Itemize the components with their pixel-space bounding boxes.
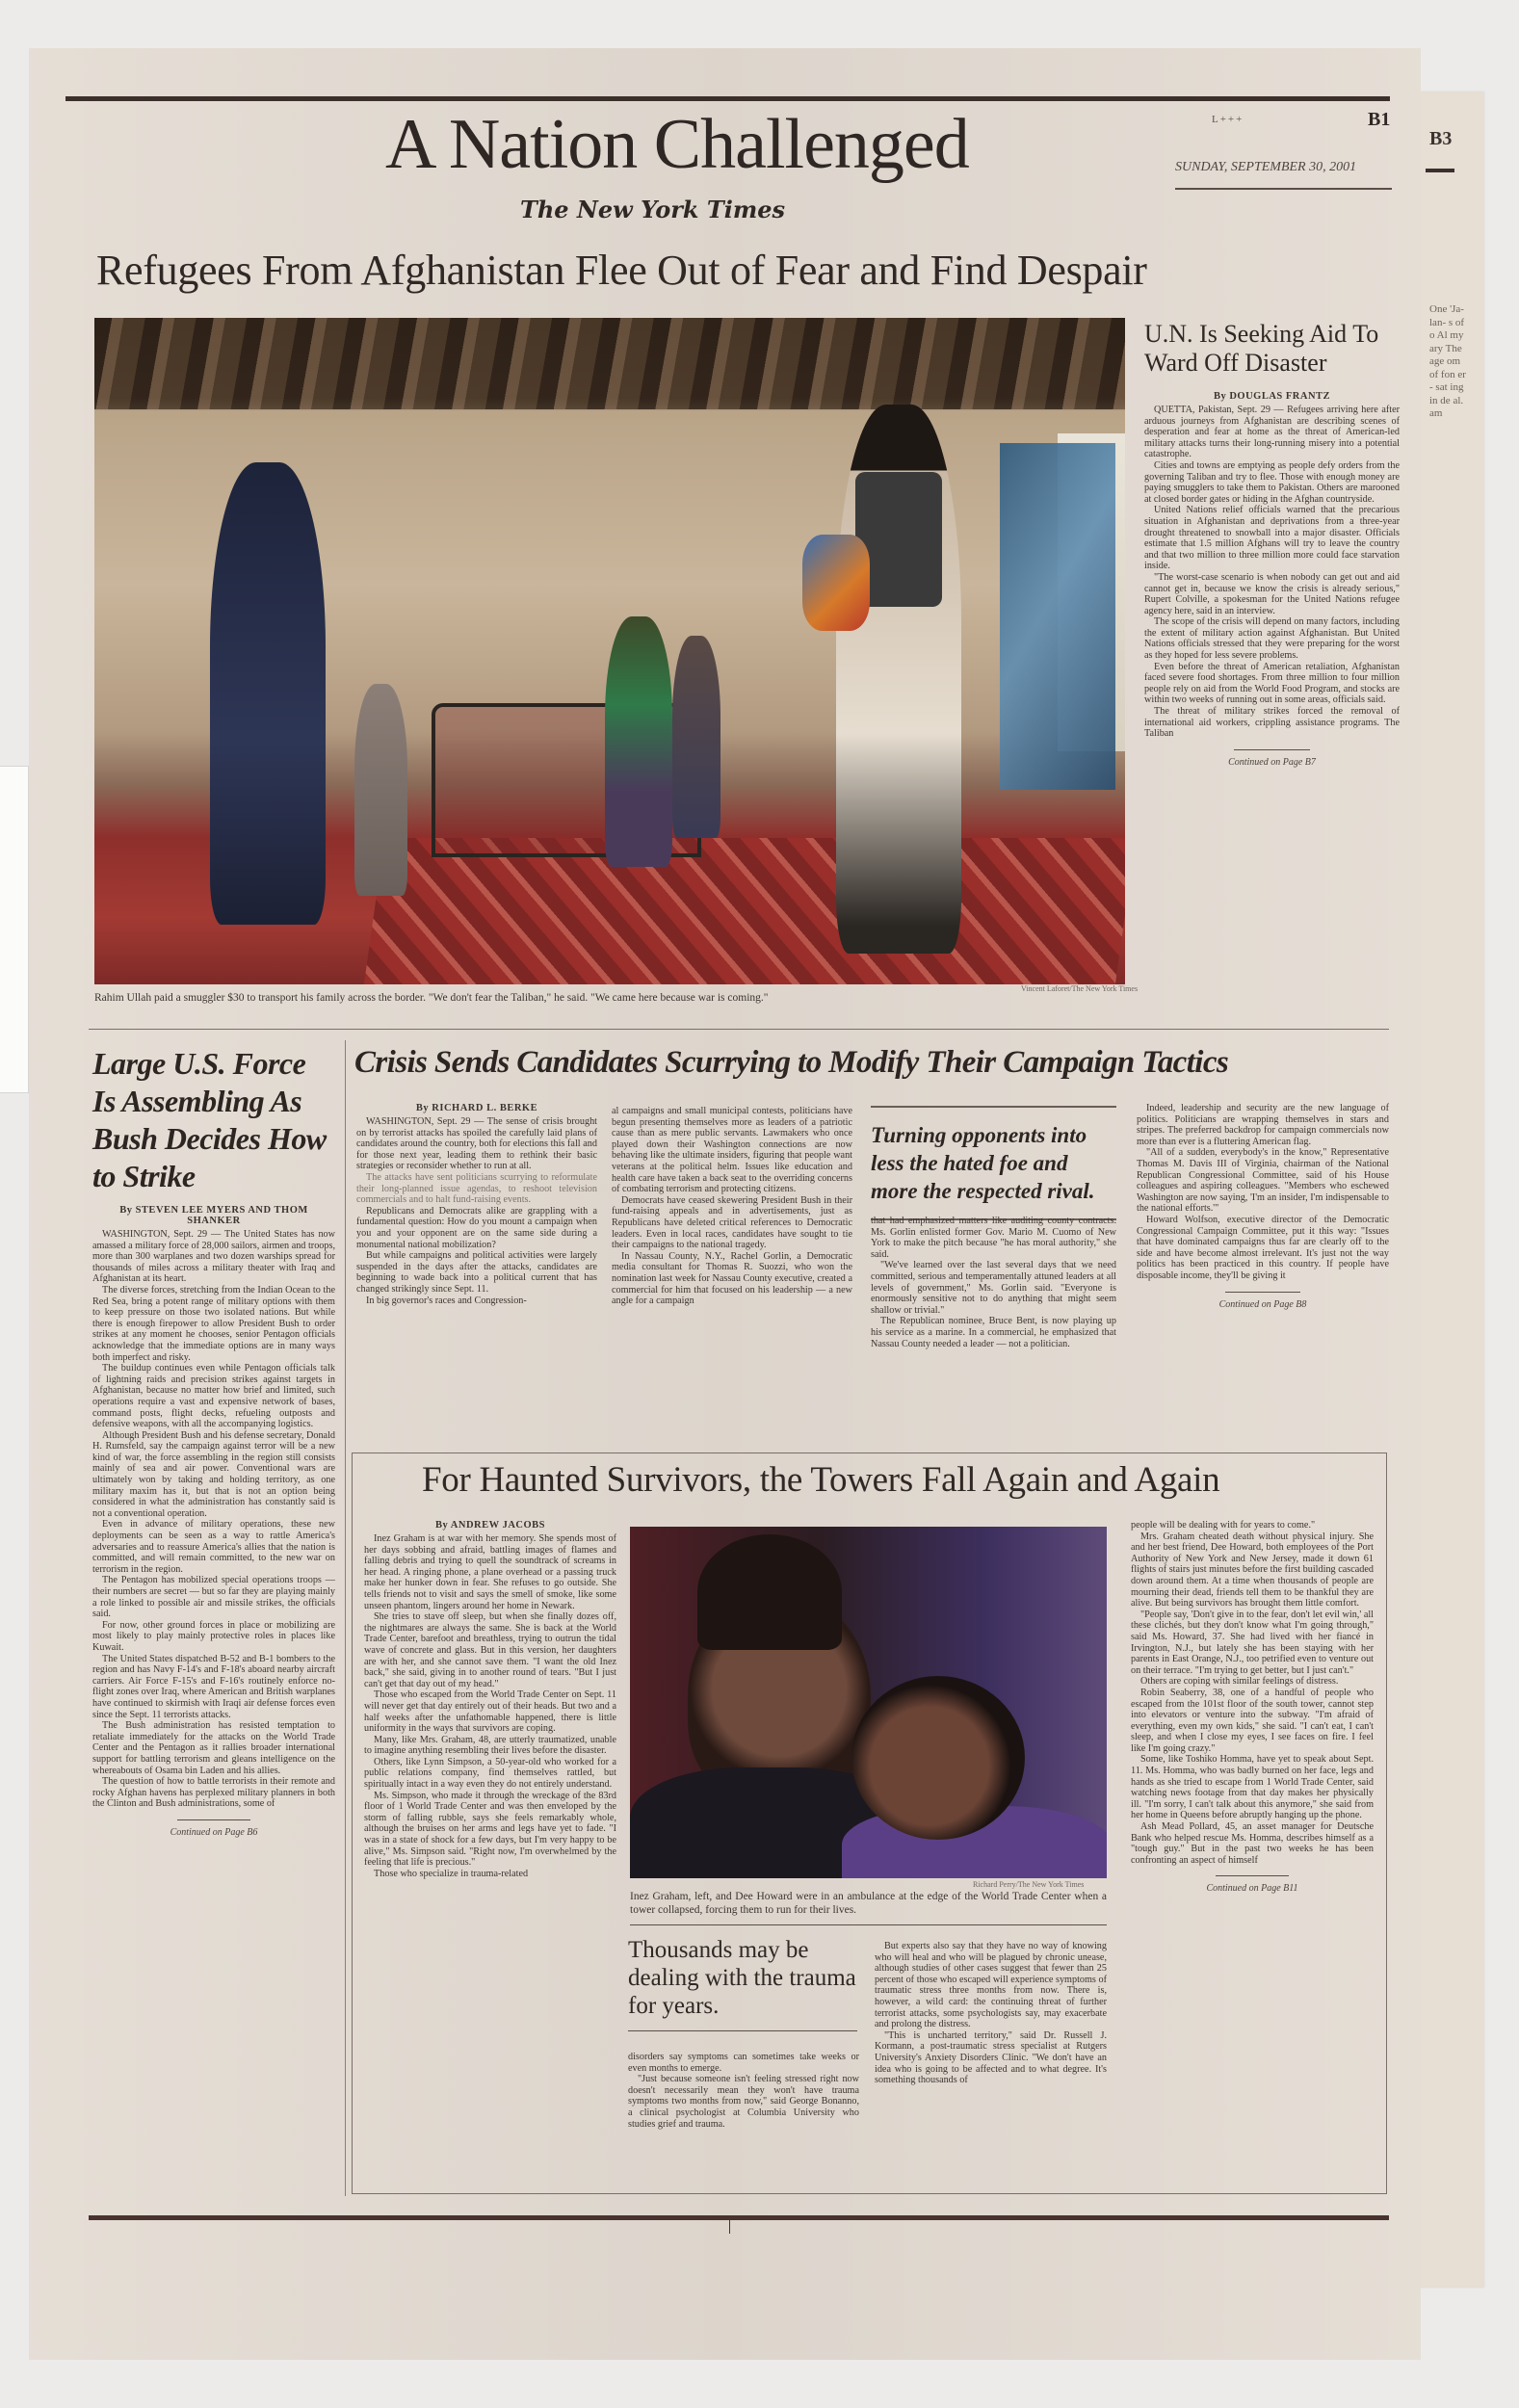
paragraph: Ash Mead Pollard, 45, an asset manager for Deutsche Bank who helped rescue Ms. Homma, describes himself as a "tough guy." But in the past two weeks he has been confronting an aspect of himself xyxy=(1131,1821,1374,1866)
paragraph: United Nations relief officials warned that the precarious situation in Afghanistan and deprivations from a three-year drought threatened to snowball into a major disaster. Officials estimate that 1.5 million Afghans will try to leave the country and that two million to three million more could face starvation inside. xyxy=(1144,505,1400,572)
paragraph: Mrs. Graham cheated death without physical injury. She and her best friend, Dee Howard, both employees of the Port Authority of New York and New Jersey, made it down 61 flights of stairs just minutes before the first building cascaded down around them. At a time when thousands of people are mourning their dead, friends tell them to be thankful they are alive. But being survivors has brought them little comfort. xyxy=(1131,1531,1374,1610)
paragraph: She tries to stave off sleep, but when she finally dozes off, the nightmares are always the same. She is back at the World Trade Center, barefoot and breathless, trying to outrun the tidal wave of concrete and glass. But in this version, her daughters are with her, and she cannot save them. "I want the old Inez back," she said, giving in to another round of tears. "But I just can't get that day out of my head." xyxy=(364,1611,616,1689)
paragraph: Ms. Simpson, who made it through the wreckage of the 83rd floor of 1 World Trade Center and was then enveloped by the storm of falling rubble, says she feels remarkably whole, although the bruises on her arms and legs have yet to fade. "I was in a state of shock for a few days, but I'm very happy to be alive," Ms. Simpson said. "Right now, I'm overwhelmed by the feeling that life is precious." xyxy=(364,1790,616,1869)
lead-photo-credit: Vincent Laforet/The New York Times xyxy=(1021,984,1139,993)
us-force-body xyxy=(92,1229,335,1810)
survivors-photo-caption: Inez Graham, left, and Dee Howard were in an ambulance at the edge of the World Trade Center when a tower collapsed, forcing them to run for their lives. xyxy=(630,1891,1107,1916)
haunted-pull-quote: Thousands may be dealing with the trauma for years. xyxy=(628,1937,856,2019)
paragraph: "We've learned over the last several days that we need committed, serious and temperamentally attuned leaders at all levels of government," Ms. Gorlin said. "Everyone is enormously sensitive not to do anything that might seem shallow or trivial." xyxy=(871,1260,1116,1316)
pull-quote-rule xyxy=(628,2030,857,2031)
crisis-column-4 xyxy=(1137,1103,1389,1310)
top-rule xyxy=(65,96,1390,101)
paragraph: "This is uncharted territory," said Dr. Russell J. Kormann, a post-traumatic stress specialist at Rutgers University's Anxiety Disorders Clinic. "We don't have an idea who is going to be affected and to what degree. It's something thousands of xyxy=(875,2029,1107,2086)
crisis-body-3 xyxy=(871,1216,1116,1349)
back-page-text-fragment: One 'Ja- lan- s of o Al my ary The age om of fon er- sat ing in de al. am xyxy=(1429,303,1466,419)
us-force-byline: By STEVEN LEE MYERS AND THOM SHANKER xyxy=(119,1205,308,1226)
crisis-body-4 xyxy=(1137,1103,1389,1282)
un-aid-byline: By DOUGLAS FRANTZ xyxy=(1213,391,1331,402)
figure-child-right xyxy=(672,636,720,838)
haunted-body-3 xyxy=(875,1941,1107,2086)
lead-headline: Refugees From Afghanistan Flee Out of Fear and Find Despair xyxy=(96,247,1147,294)
roof-beams xyxy=(94,318,1125,409)
paragraph: "Just because someone isn't feeling stressed right now doesn't necessarily mean they won't have trauma symptoms two months from now," said George Bonanno, a clinical psychologist at Columbia University who studies grief and trauma. xyxy=(628,2074,859,2130)
refugee-family-photo xyxy=(94,318,1125,984)
paragraph: QUETTA, Pakistan, Sept. 29 — Refugees arriving here after arduous journeys from Afghanistan are describing scenes of desperation and fear at home as the threat of American-led military attacks turns their long-running misery into a potential catastrophe. xyxy=(1144,405,1400,460)
caption-rule xyxy=(630,1924,1107,1925)
underlying-page xyxy=(1416,92,1483,2288)
paragraph: But while campaigns and political activities were largely suspended in the days after the attacks, candidates are beginning to wade back into a political current that has changed strikingly since Sept. 11. xyxy=(356,1250,597,1295)
haunted-headline: For Haunted Survivors, the Towers Fall Again and Again xyxy=(422,1460,1220,1500)
survivors-photo-credit: Richard Perry/The New York Times xyxy=(973,1880,1085,1889)
section-divider xyxy=(89,1029,1389,1030)
paragraph: But experts also say that they have no way of knowing who will heal and who will be plagued by chronic unease, although studies of other cases suggest that fewer than 25 percent of those who escaped will experience symptoms of traumatic stress three months from now. There is, however, a wild card: the continuing threat of further terrorist attacks, some psychologists say, may exacerbate and prolong the distress. xyxy=(875,1941,1107,2030)
crisis-byline: By RICHARD L. BERKE xyxy=(415,1103,538,1113)
paragraph: The threat of military strikes forced the removal of international aid workers, crippling assistance programs. The Taliban xyxy=(1144,706,1400,740)
paragraph: The scope of the crisis will depend on many factors, including the extent of military action against Afghanistan. But United Nations officials stressed that they were preparing for the worst as they hoped for less severe problems. xyxy=(1144,616,1400,662)
bottom-rule xyxy=(89,2215,1389,2220)
paper-nameplate: The New York Times xyxy=(520,196,785,223)
crisis-column-2 xyxy=(612,1106,852,1307)
paragraph: that had emphasized matters like auditing county contracts. Ms. Gorlin enlisted former Gov. Mario M. Cuomo of New York to make the pitch because "he has moral authority," she said. xyxy=(871,1216,1116,1260)
paragraph: Inez Graham is at war with her memory. She spends most of her days sobbing and afraid, battling images of flames and falling debris and trying to quell the soundtrack of screams in her head. A ringing phone, a plane overhead or a passing truck make her hunker down in fear. She refuses to go outside. She tells friends not to visit and says the smell of smoke, like some unseen phantom, lingers around her home in Newark. xyxy=(364,1533,616,1611)
haunted-column-1 xyxy=(364,1520,616,1879)
survivors-photo xyxy=(630,1527,1107,1878)
haunted-byline: By ANDREW JACOBS xyxy=(434,1520,545,1531)
crisis-column-1 xyxy=(356,1103,597,1306)
us-force-jump-line[interactable]: Continued on Page B6 xyxy=(92,1819,335,1838)
paragraph: Many, like Mrs. Graham, 48, are utterly traumatized, unable to imagine anything resembling their lives before the disaster. xyxy=(364,1734,616,1757)
paragraph: people will be dealing with for years to come." xyxy=(1131,1520,1316,1531)
paragraph: "All of a sudden, everybody's in the know," Representative Thomas M. Davis III of Virginia, chairman of the National Republican Congressional Committee, said of his House colleagues and aspiring colleagues. "Members who eschewed Washington are now saying, 'I'm an insider, I'm indispensable to the national efforts.'" xyxy=(1137,1147,1389,1215)
paragraph: Others are coping with similar feelings of distress. xyxy=(1140,1676,1339,1688)
paragraph: Although President Bush and his defense secretary, Donald H. Rumsfeld, say the campaign against terror will be a new kind of war, the force assembling in the region still consists mainly of sea and air power. Conventional wars are ultimately won by taking and holding territory, as one military maxim has it, but that is not an option being considered in what the administration has constantly said is not a conventional operation. xyxy=(92,1429,335,1519)
paragraph: In Nassau County, N.Y., Rachel Gorlin, a Democratic media consultant for Thomas R. Suozzi, who won the nomination last week for Nassau County executive, created a commercial for him that focused on his leadership — a new angle for a campaign xyxy=(612,1250,852,1307)
hair xyxy=(697,1534,842,1650)
paragraph: Indeed, leadership and security are the new language of politics. Politicians are wrapping themselves in stars and stripes. The preferred backdrop for campaign commercials now more than ever is a fluttering American flag. xyxy=(1137,1103,1389,1147)
un-aid-body xyxy=(1144,405,1400,740)
haunted-column-4 xyxy=(1131,1520,1374,1894)
figure-burqa xyxy=(210,462,326,925)
blue-curtain xyxy=(1000,443,1115,790)
figure-child-left xyxy=(354,684,407,896)
crisis-body-1 xyxy=(356,1116,597,1306)
paragraph: "People say, 'Don't give in to the fear, don't let evil win,' all these clichés, but they don't know what I'm going through," said Ms. Howard, 37. She had lived with her fiancé in Irvington, N.J., but lately she has been staying with her parents in East Orange, N.J., too petrified even to venture out on their terrace. "I'm trying to get better, but I just can't." xyxy=(1131,1609,1374,1676)
haunted-body-2 xyxy=(628,2052,859,2130)
haunted-body-1 xyxy=(364,1533,616,1879)
us-force-headline: Large U.S. Force Is Assembling As Bush Decides How to Strike xyxy=(92,1046,327,1193)
paragraph: Robin Seaberry, 38, one of a handful of people who escaped from the 101st floor of the south tower, cannot step into elevators or venture into the subway. "I'm afraid of everything, even my own kids," she said. "I can't eat, I can't sleep, and when I close my eyes, I see faces on fire. I feel like I'm going crazy." xyxy=(1131,1687,1374,1754)
paragraph: Cities and towns are emptying as people defy orders from the governing Taliban and try to flee. Those with enough money are paying smugglers to take them to Pakistan. Others are marooned at closed border gates or hiding in the Afghan countryside. xyxy=(1144,459,1400,505)
red-rug xyxy=(363,838,1125,984)
back-page-rule xyxy=(1426,169,1454,172)
adjacent-paper-scrap xyxy=(0,766,29,1093)
un-aid-headline: U.N. Is Seeking Aid To Ward Off Disaster xyxy=(1144,320,1379,377)
paragraph: Even in advance of military operations, these new deployments can be seen as a way to rattle America's adversaries and to reassure America's allies that the nation is committed, and will remain committed, to the new war on terrorism in the region. xyxy=(92,1519,335,1575)
haunted-body-4 xyxy=(1131,1520,1374,1866)
page-number: B1 xyxy=(1368,109,1391,130)
haunted-jump-line[interactable]: Continued on Page B11 xyxy=(1131,1875,1374,1894)
figure-girl xyxy=(605,616,672,867)
paragraph: The Republican nominee, Bruce Bent, is now playing up his service as a marine. In a commercial, he emphasized that Nassau County needed a leader — not a politician. xyxy=(871,1316,1116,1349)
un-aid-jump-line[interactable]: Continued on Page B7 xyxy=(1144,749,1400,768)
pull-quote-text: Turning opponents into less the hated foe and more the respected rival. xyxy=(871,1123,1095,1203)
crisis-body-2 xyxy=(612,1106,852,1307)
paragraph: al campaigns and small municipal contests, politicians have begun presenting themselves more as leaders of a patriotic cause than as mere public servants. Lawmakers who once played down their Washington connections are now behaving like the ultimate insiders, figuring that people want veterans at the political helm. Issues like education and health care have taken a back seat to the overriding concerns of combating terrorism and protecting citizens. xyxy=(612,1106,852,1195)
paragraph: The question of how to battle terrorists in their remote and rocky Afghan havens has perplexed military planners in both the Clinton and Bush administrations, some of xyxy=(92,1776,335,1810)
figure-baby xyxy=(802,535,870,631)
paragraph: Democrats have ceased skewering President Bush in their fund-raising appeals and in advertisements, just as Republicans have deleted critical references to Democratic leaders. Even in local races, candidates have sought to tie their campaigns to the national tragedy. xyxy=(612,1194,852,1251)
paragraph: Republicans and Democrats alike are grappling with a fundamental question: How do you mount a campaign when you and your opponent are on the same side during a monumental national mobilization? xyxy=(356,1205,597,1250)
paragraph: disorders say symptoms can sometimes take weeks or even months to emerge. xyxy=(628,2052,859,2074)
back-page-number: B3 xyxy=(1429,128,1453,149)
paragraph: The Pentagon has mobilized special operations troops — their numbers are secret — but so far they are playing mainly a role linked to possible air and missile strikes, the officials said. xyxy=(92,1575,335,1620)
crisis-pull-quote xyxy=(871,1106,1116,1220)
us-force-story xyxy=(92,1045,335,1838)
crisis-jump-line[interactable]: Continued on Page B8 xyxy=(1137,1292,1389,1310)
paragraph: In big governor's races and Congression- xyxy=(366,1295,527,1306)
crisis-column-3 xyxy=(871,1216,1116,1349)
edition-mark: L+++ xyxy=(1212,114,1244,125)
paragraph: WASHINGTON, Sept. 29 — The sense of crisis brought on by terrorist attacks has spoiled the carefully laid plans of candidates around the country, both for elections this fall and for those next year, leading them to rethink their basic strategies or reconsider whether to run at all. xyxy=(356,1116,597,1172)
paragraph: For now, other ground forces in place or mobilizing are most likely to play mainly protective roles in places like Kuwait. xyxy=(92,1619,335,1653)
section-title: A Nation Challenged xyxy=(385,105,969,184)
un-aid-story xyxy=(1144,320,1400,768)
paragraph: The attacks have sent politicians scurrying to reformulate their long-planned issue agendas, to reshoot television commercials and to halt fund-raising events. xyxy=(356,1171,597,1206)
paragraph: Howard Wolfson, executive director of the Democratic Congressional Campaign Committee, put it this way: "Issues that have dominated campaigns thus far are clearly off to the side and have become almost irrelevant. It's just not the way politics has been practiced in this country. If people have disposable income, they'll be giving it xyxy=(1137,1214,1389,1281)
fold-mark xyxy=(729,2220,730,2234)
paragraph: "The worst-case scenario is when nobody can get out and aid cannot get in, because we know the crisis is already serious," Rupert Colville, a spokesman for the United Nations refugee agency here, said in an interview. xyxy=(1144,571,1400,616)
date-rule xyxy=(1175,188,1392,190)
paragraph: The Bush administration has resisted temptation to retaliate immediately for the attacks on the World Trade Center and the Pentagon as it rallies broader international support for battling terrorism and gleans intelligence on the whereabouts of Osama bin Laden and his allies. xyxy=(92,1720,335,1776)
paragraph: Those who specialize in trauma-related xyxy=(374,1868,529,1879)
paragraph: The diverse forces, stretching from the Indian Ocean to the Red Sea, bring a potent range of military options with them to keep pressure on those two isolated nations. But while there is enough firepower to allow President Bush to order strikes at any moment he chooses, senior Pentagon officials acknowledge that the immediate options are in many ways both imperfect and risky. xyxy=(92,1284,335,1363)
paragraph: The United States dispatched B-52 and B-1 bombers to the region and has Navy F-14's and F-18's aboard nearby aircraft carriers. Air Force F-15's and F-16's routinely enforce no-flight zones over Iraq, where American and British warplanes have continued to skirmish with Iraqi air defense forces even since the Sept. 11 terrorists attacks. xyxy=(92,1653,335,1720)
paragraph: Some, like Toshiko Homma, have yet to speak about Sept. 11. Ms. Homma, who was badly burned on her face, legs and hands as she tried to escape from 1 World Trade Center, said watching news footage from that day makes her physically ill. "I'm sorry, I can't talk about this anymore," she said from her home in Queens before abruptly hanging up the phone. xyxy=(1131,1754,1374,1821)
haunted-column-3 xyxy=(875,1941,1107,2086)
paragraph: WASHINGTON, Sept. 29 — The United States has now amassed a military force of 28,000 sailors, airmen and troops, more than 300 warplanes and two dozen warships spread for thousands of miles across a military theater with Iraq and Afghanistan at its heart. xyxy=(92,1229,335,1285)
crisis-headline: Crisis Sends Candidates Scurrying to Modify Their Campaign Tactics xyxy=(354,1045,1229,1080)
paragraph: Others, like Lynn Simpson, a 50-year-old who worked for a public relations company, find themselves rattled, but spiritually intact in a way even they do not entirely understand. xyxy=(364,1756,616,1791)
paragraph: The buildup continues even while Pentagon officials talk of lightning raids and precision strikes against targets in Afghanistan, because no matter how brief and limited, such operations require a vast and expensive network of bases, command posts, flight decks, refueling outposts and defensive weapons, with all the accompanying logistics. xyxy=(92,1363,335,1430)
dee-howard-figure xyxy=(851,1676,1025,1840)
haunted-column-2 xyxy=(628,2052,859,2130)
column-rule xyxy=(345,1040,346,2196)
paragraph: Even before the threat of American retaliation, Afghanistan faced severe food shortages. From three million to four million people rely on aid from the World Food Program, and stocks are within two weeks of running out in some areas, officials said. xyxy=(1144,661,1400,706)
lead-photo-caption: Rahim Ullah paid a smuggler $30 to transport his family across the border. "We don't fear the Taliban," he said. "We came here because war is coming." xyxy=(94,992,769,1004)
paragraph: Those who escaped from the World Trade Center on Sept. 11 will never get that day entirely out of their heads. But two and a half weeks after the unfathomable happened, there is little uniformity in the ways that survivors are coping. xyxy=(364,1689,616,1735)
page-date: SUNDAY, SEPTEMBER 30, 2001 xyxy=(1175,160,1357,174)
